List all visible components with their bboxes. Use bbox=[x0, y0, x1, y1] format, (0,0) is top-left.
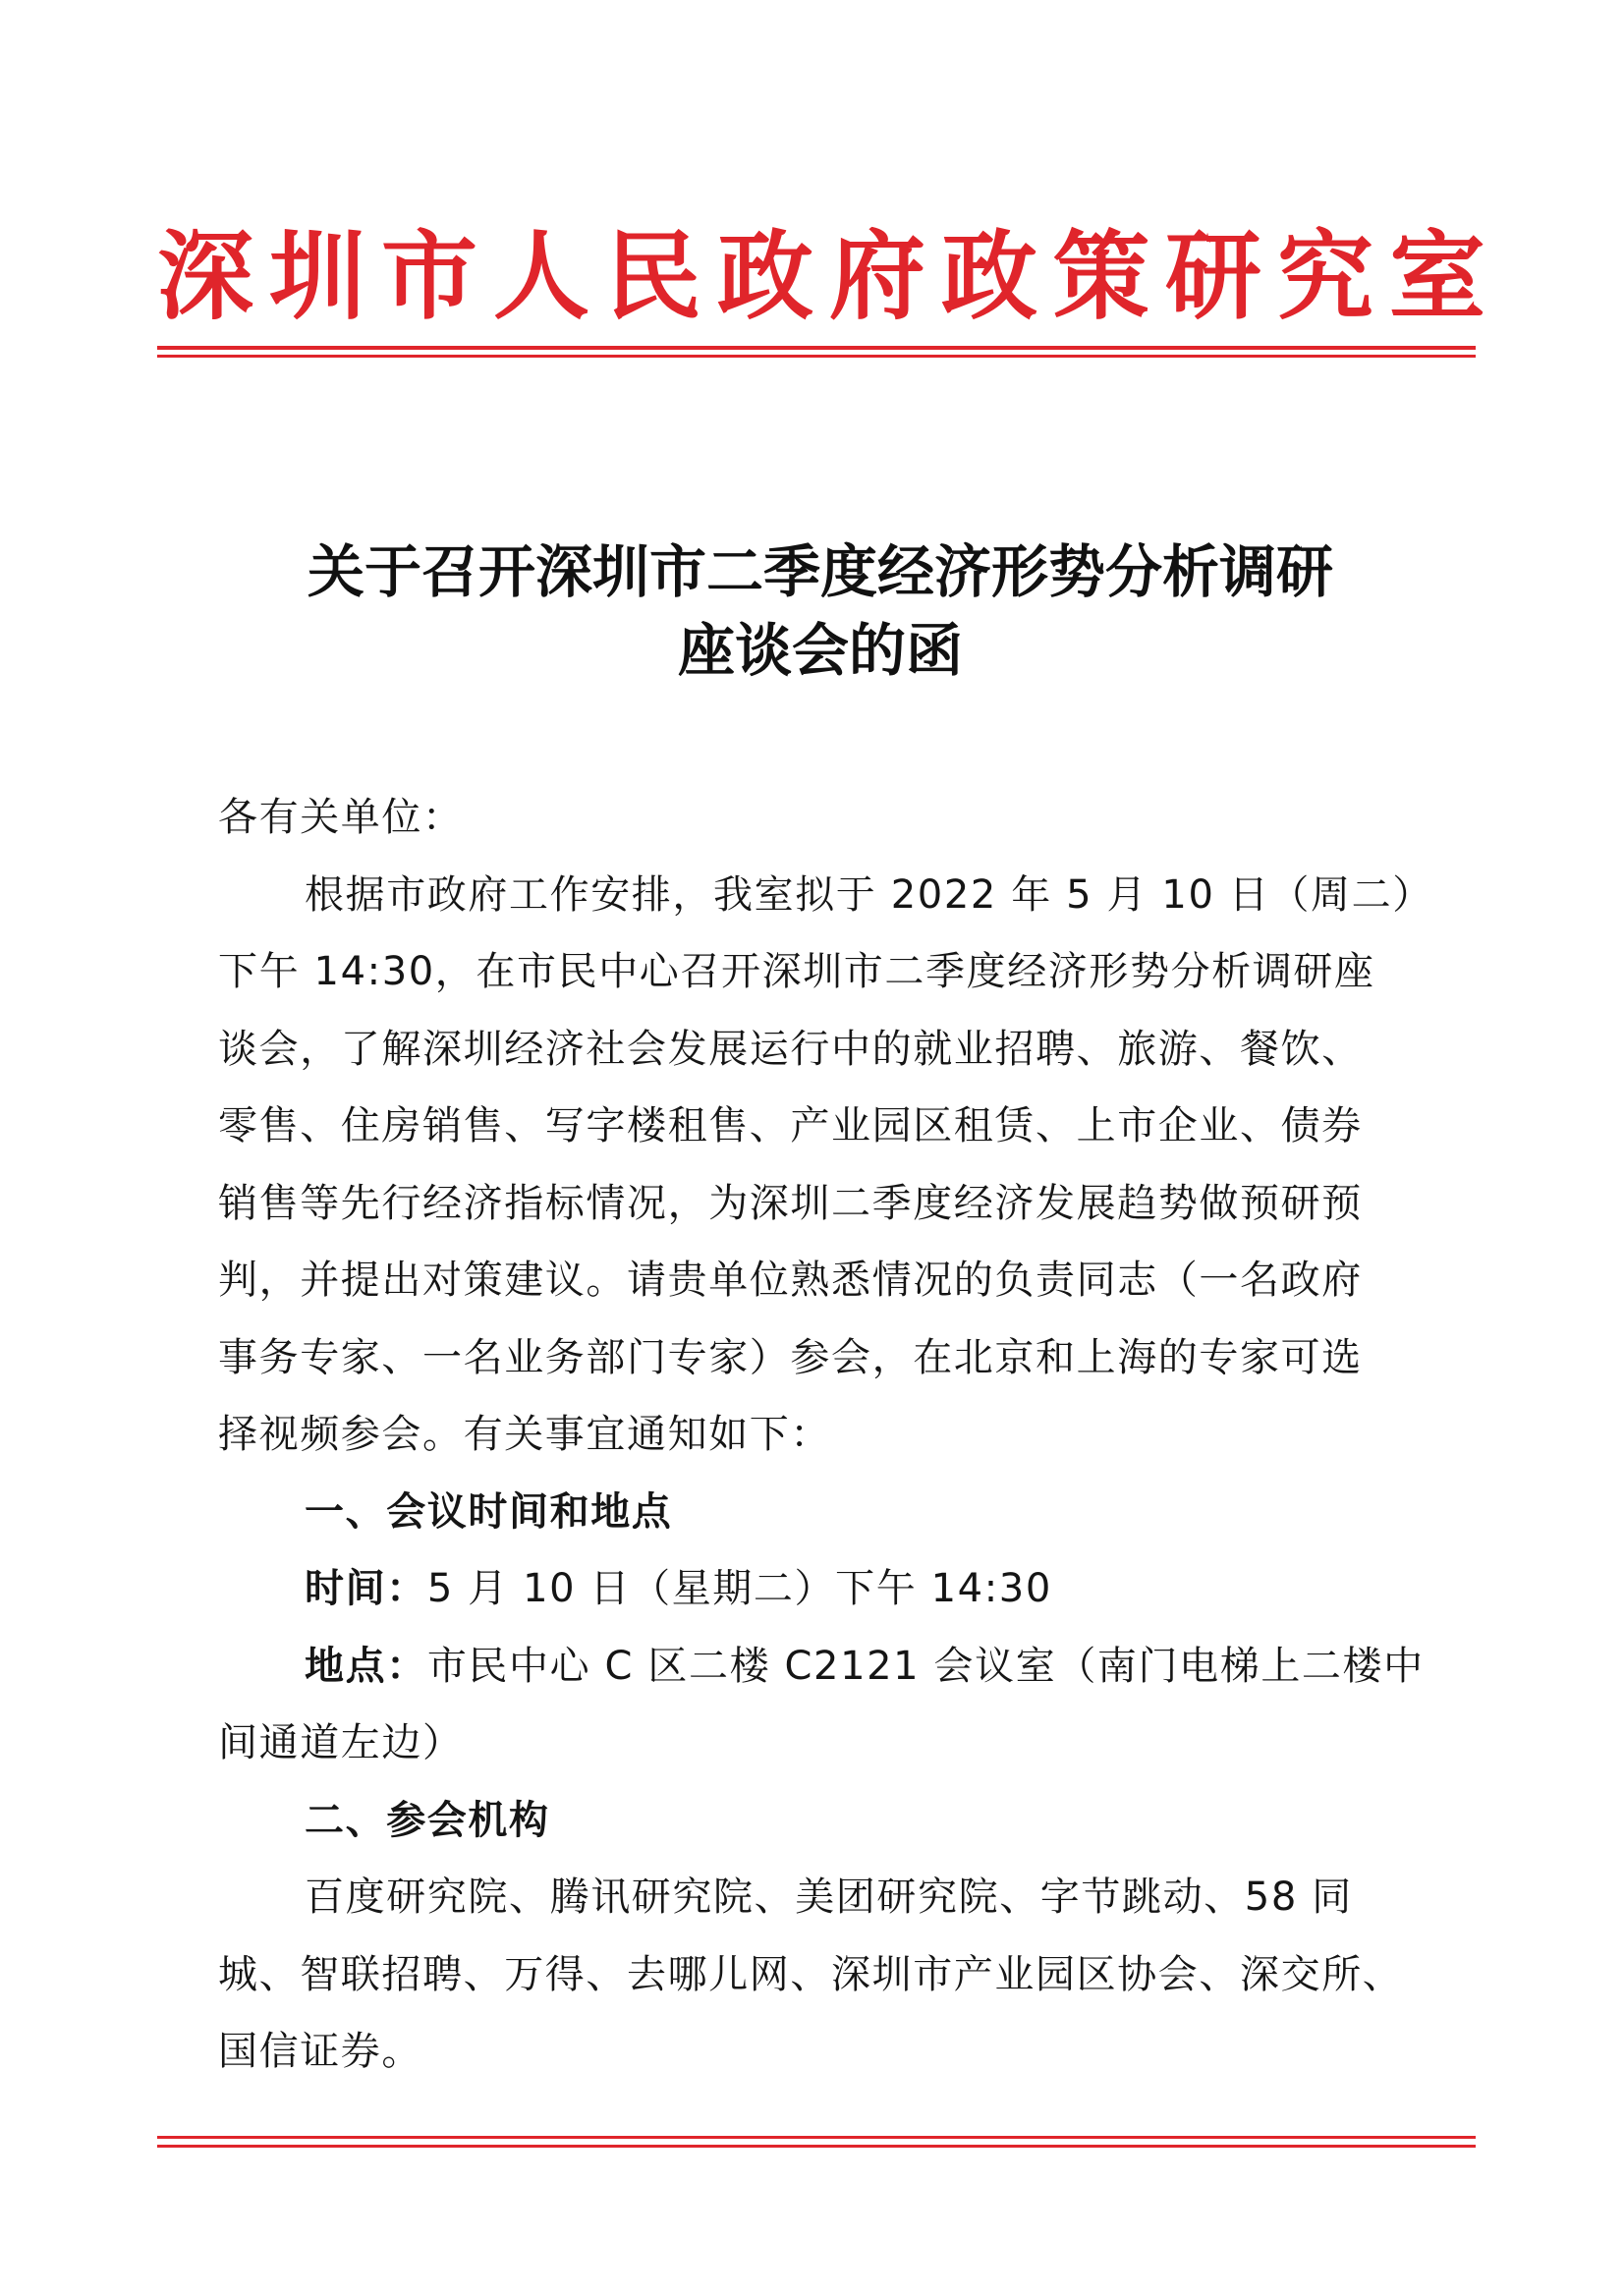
letterhead-org-name: 深圳市人民政府政策研究室 bbox=[157, 220, 1502, 333]
meeting-place bbox=[218, 1628, 1446, 1706]
footer-rule-bottom bbox=[157, 2145, 1476, 2148]
time-value: 5 月 10 日（星期二）下午 14:30 bbox=[426, 1566, 1052, 1611]
meeting-time bbox=[218, 1550, 1446, 1628]
paragraph-line: 谈会，了解深圳经济社会发展运行中的就业招聘、旅游、餐饮、 bbox=[218, 1026, 1363, 1072]
document-title-line-2: 座谈会的函 bbox=[677, 617, 963, 684]
meeting-place-continued: 间通道左边） bbox=[218, 1720, 464, 1765]
section-heading-participants: 二、参会机构 bbox=[305, 1797, 550, 1843]
salutation: 各有关单位： bbox=[218, 795, 464, 840]
time-label: 时间： bbox=[305, 1566, 427, 1611]
paragraph-line: 事务专家、一名业务部门专家）参会，在北京和上海的专家可选 bbox=[218, 1334, 1363, 1380]
place-value: 市民中心 C 区二楼 C2121 会议室（南门电梯上二楼中 bbox=[426, 1643, 1425, 1689]
paragraph-line: 根据市政府工作安排，我室拟于 2022 年 5 月 10 日（周二） bbox=[305, 871, 1433, 918]
participants-line: 百度研究院、腾讯研究院、美团研究院、字节跳动、58 同 bbox=[305, 1875, 1353, 1920]
paragraph-line: 择视频参会。有关事宜通知如下： bbox=[218, 1412, 831, 1457]
document-title-line-1: 关于召开深圳市二季度经济形势分析调研 bbox=[307, 538, 1333, 605]
document-body bbox=[218, 779, 1446, 2091]
place-label: 地点： bbox=[305, 1643, 427, 1689]
footer-rule-top bbox=[157, 2136, 1476, 2139]
section-heading-meeting-time-place: 一、会议时间和地点 bbox=[305, 1488, 673, 1535]
participants-line: 国信证券。 bbox=[218, 2029, 422, 2074]
document-title bbox=[196, 532, 1444, 690]
participants-line: 城、智联招聘、万得、去哪儿网、深圳市产业园区协会、深交所、 bbox=[218, 1951, 1404, 1997]
letterhead-rule-thin bbox=[157, 355, 1476, 358]
paragraph-line: 下午 14:30，在市民中心召开深圳市二季度经济形势分析调研座 bbox=[218, 949, 1375, 994]
paragraph-line: 销售等先行经济指标情况，为深圳二季度经济发展趋势做预研预 bbox=[218, 1180, 1363, 1226]
paragraph-line: 判，并提出对策建议。请贵单位熟悉情况的负责同志（一名政府 bbox=[218, 1258, 1363, 1303]
letterhead-rule-thick bbox=[157, 346, 1476, 350]
paragraph-line: 零售、住房销售、写字楼租售、产业园区租赁、上市企业、债券 bbox=[218, 1103, 1363, 1148]
